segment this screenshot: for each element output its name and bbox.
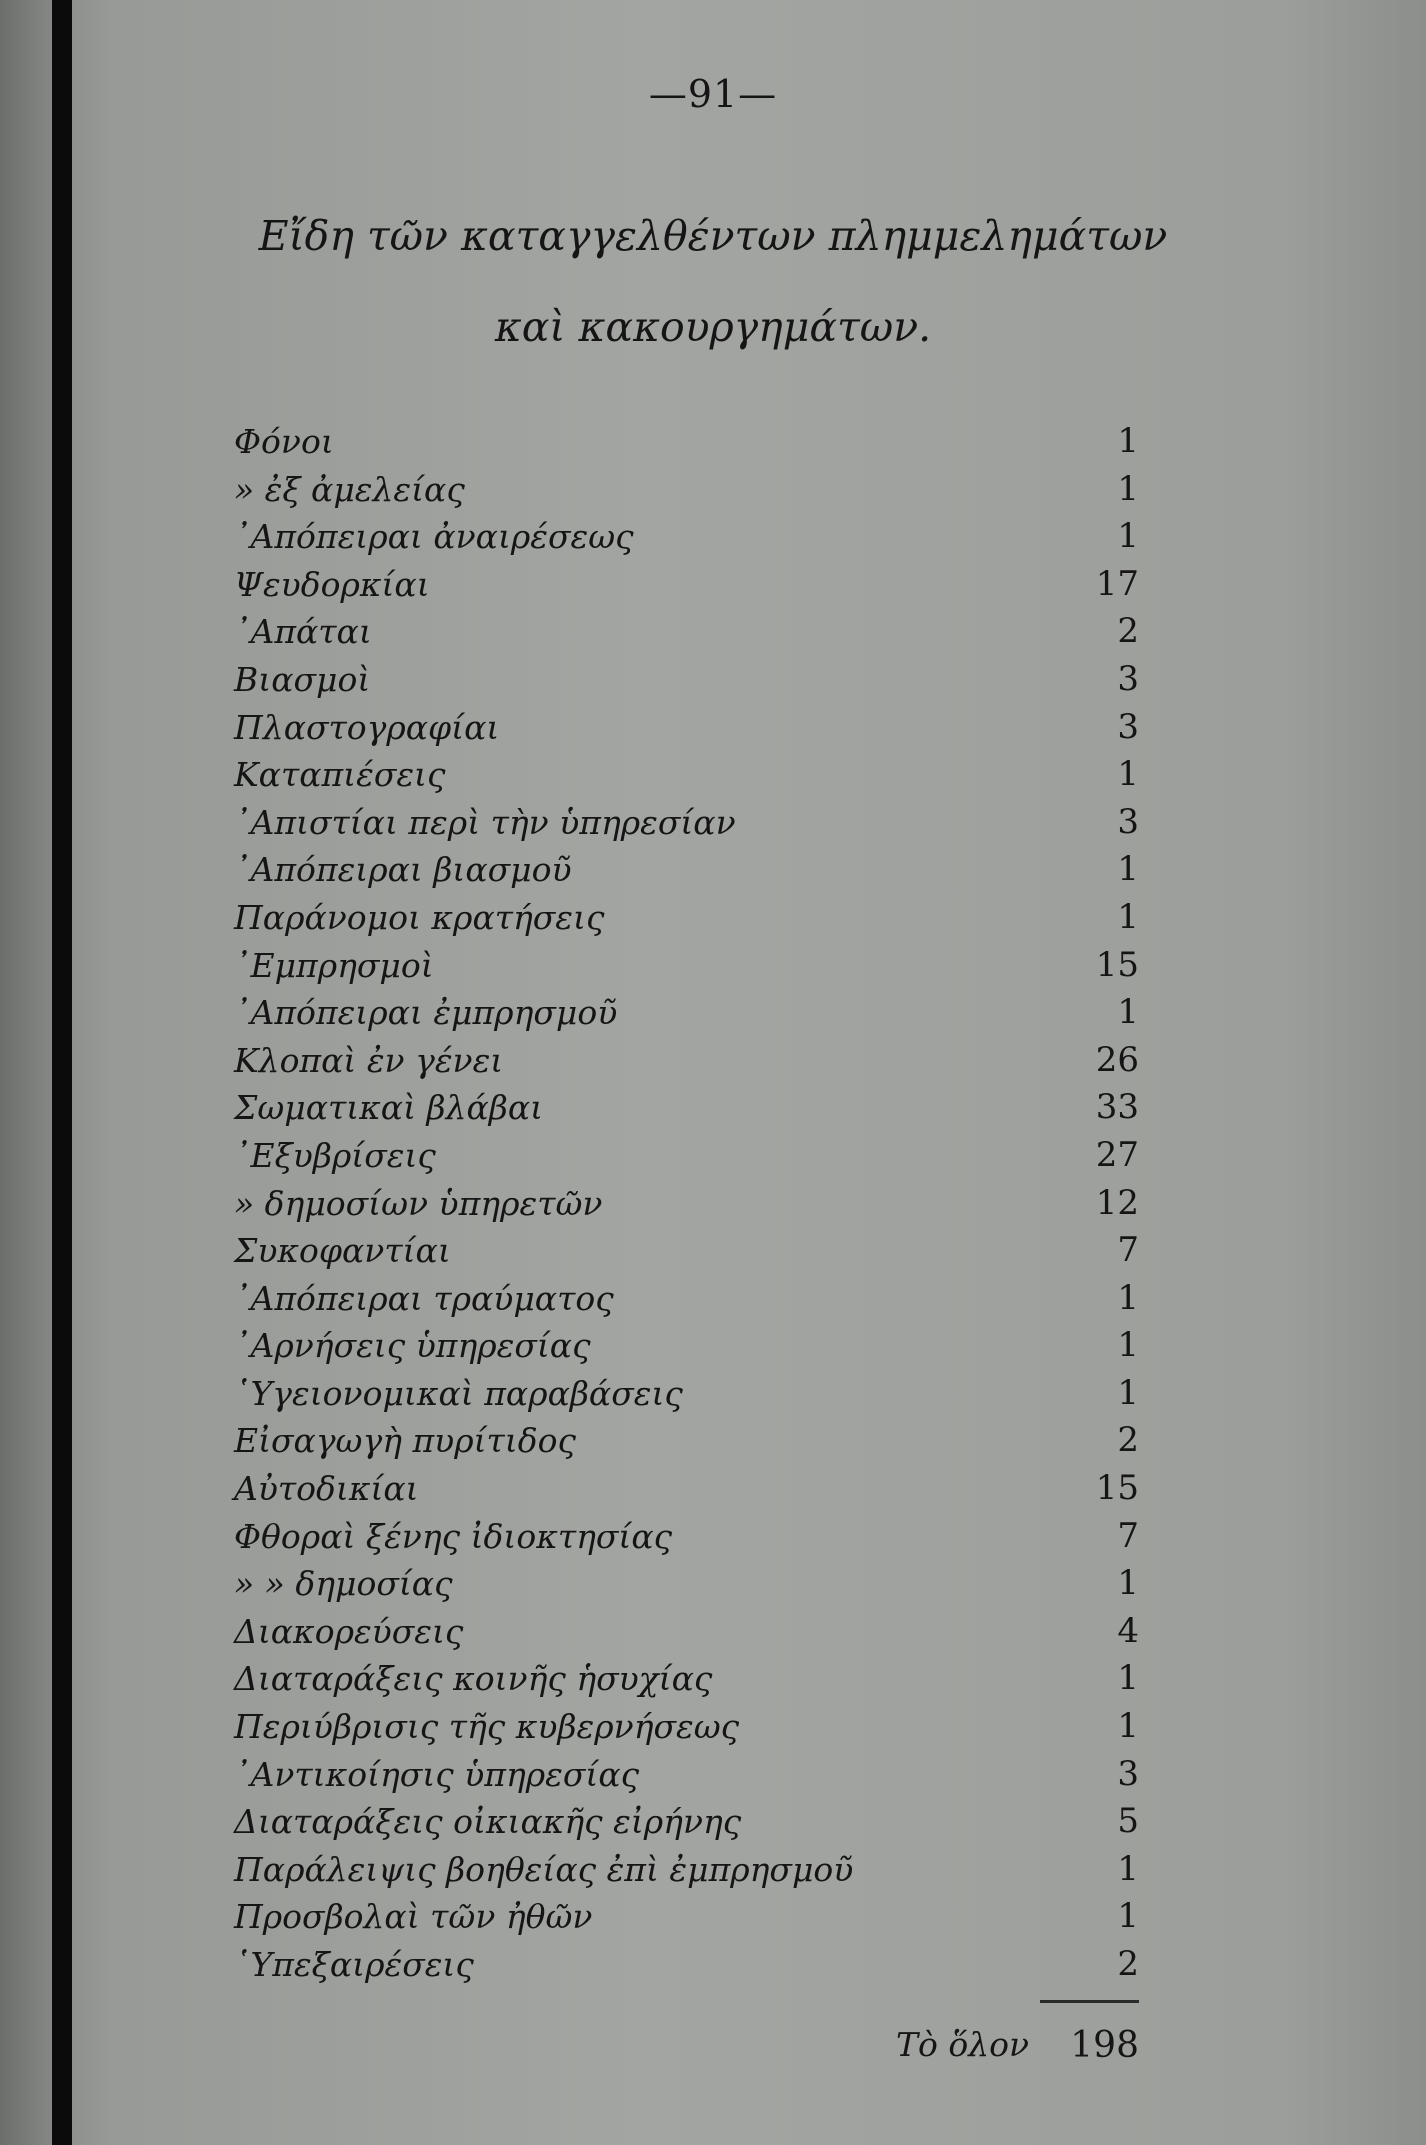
offence-count: 1	[1117, 1896, 1139, 1937]
offence-count: 4	[1117, 1610, 1139, 1651]
title-line-2: καὶ κακουργημάτων.	[494, 303, 932, 351]
offence-count: 1	[1117, 849, 1139, 890]
page-number: —91—	[648, 72, 778, 116]
list-item	[234, 1560, 1139, 1608]
offence-list	[234, 418, 1139, 1989]
offence-name: Παράλειψις βοηθείας ἐπὶ ἐμπρησμοῦ	[234, 1849, 854, 1889]
offence-count: 3	[1117, 1753, 1139, 1794]
offence-count: 17	[1095, 563, 1139, 604]
offence-name: ᾿Απόπειραι ἀναιρέσεως	[234, 517, 634, 557]
offence-count: 2	[1117, 1420, 1139, 1461]
offence-count: 1	[1117, 1658, 1139, 1699]
offence-name: Περιύβρισις τῆς κυβερνήσεως	[234, 1707, 740, 1747]
offence-name: » δημοσίων ὑπηρετῶν	[234, 1183, 603, 1223]
list-item	[234, 846, 1139, 894]
list-item	[234, 1180, 1139, 1228]
offence-count: 1	[1117, 754, 1139, 795]
total-rule	[1040, 2000, 1139, 2003]
list-item	[234, 1703, 1139, 1751]
list-item	[234, 1513, 1139, 1561]
offence-count: 27	[1095, 1134, 1139, 1175]
offence-count: 1	[1117, 896, 1139, 937]
offence-count: 26	[1095, 1039, 1139, 1080]
offence-name: Σωματικαὶ βλάβαι	[234, 1088, 544, 1128]
list-item	[234, 1608, 1139, 1656]
offence-count: 1	[1117, 1848, 1139, 1889]
list-item	[234, 1941, 1139, 1989]
offence-count: 1	[1117, 468, 1139, 509]
list-item	[234, 1655, 1139, 1703]
list-item	[234, 751, 1139, 799]
offence-count: 1	[1117, 1706, 1139, 1747]
offence-name: ᾿Απάται	[234, 612, 372, 652]
list-item	[234, 704, 1139, 752]
offence-count: 1	[1117, 1277, 1139, 1318]
offence-count: 33	[1095, 1087, 1139, 1128]
title-line-1: Εἴδη τῶν καταγγελθέντων πλημμελημάτων	[258, 212, 1168, 260]
offence-name: » » δημοσίας	[234, 1564, 453, 1604]
offence-name: ᾿Απόπειραι βιασμοῦ	[234, 850, 572, 890]
offence-name: Πλαστογραφίαι	[234, 707, 500, 747]
offence-name: ᾿Εξυβρίσεις	[234, 1135, 436, 1175]
list-item	[234, 1370, 1139, 1418]
offence-name: ᾿Απιστίαι περὶ τὴν ὑπηρεσίαν	[234, 802, 736, 842]
list-item	[234, 1037, 1139, 1085]
offence-name: Καταπιέσεις	[234, 755, 446, 795]
offence-count: 15	[1095, 1468, 1139, 1509]
offence-name: Βιασμοὶ	[234, 659, 371, 699]
offence-count: 1	[1117, 1372, 1139, 1413]
list-item	[234, 1465, 1139, 1513]
offence-count: 5	[1117, 1801, 1139, 1842]
offence-count: 1	[1117, 1563, 1139, 1604]
list-item	[234, 656, 1139, 704]
list-item	[234, 1893, 1139, 1941]
offence-name: Κλοπαὶ ἐν γένει	[234, 1040, 504, 1080]
list-item	[234, 989, 1139, 1037]
offence-count: 2	[1117, 611, 1139, 652]
offence-name: ᾿Αρνήσεις ὑπηρεσίας	[234, 1326, 591, 1366]
offence-count: 7	[1117, 1230, 1139, 1271]
list-item	[234, 1417, 1139, 1465]
list-item	[234, 1846, 1139, 1894]
list-item	[234, 418, 1139, 466]
offence-name: » ἐξ ἀμελείας	[234, 469, 465, 509]
offence-count: 12	[1095, 1182, 1139, 1223]
list-item	[234, 799, 1139, 847]
offence-name: Φόνοι	[234, 422, 334, 461]
total-value: 198	[1070, 2025, 1139, 2066]
list-item	[234, 1227, 1139, 1275]
offence-name: Αὐτοδικίαι	[234, 1469, 419, 1509]
list-item	[234, 1322, 1139, 1370]
offence-name: Παράνομοι κρατήσεις	[234, 897, 605, 937]
offence-name: ᾿Απόπειραι ἐμπρησμοῦ	[234, 993, 618, 1033]
offence-name: Διακορεύσεις	[234, 1611, 464, 1651]
list-item	[234, 1132, 1139, 1180]
list-item	[234, 466, 1139, 514]
list-item	[234, 1798, 1139, 1846]
offence-count: 3	[1117, 801, 1139, 842]
list-item	[234, 561, 1139, 609]
total-label: Τὸ ὅλον	[896, 2025, 1030, 2064]
offence-name: Ψευδορκίαι	[234, 564, 430, 604]
offence-count: 1	[1117, 516, 1139, 557]
list-item	[234, 1275, 1139, 1323]
offence-name: Εἰσαγωγὴ πυρίτιδος	[234, 1421, 576, 1461]
list-item	[234, 1084, 1139, 1132]
offence-name: Διαταράξεις κοινῆς ἡσυχίας	[234, 1659, 713, 1699]
offence-name: Συκοφαντίαι	[234, 1231, 451, 1271]
offence-count: 7	[1117, 1515, 1139, 1556]
offence-name: ᾿Αντικοίησις ὑπηρεσίας	[234, 1754, 640, 1794]
list-item	[234, 608, 1139, 656]
offence-name: ῾Υγειονομικαὶ παραβάσεις	[234, 1373, 683, 1413]
offence-name: Προσβολαὶ τῶν ἠθῶν	[234, 1897, 593, 1937]
offence-count: 3	[1117, 706, 1139, 747]
offence-count: 1	[1117, 1325, 1139, 1366]
offence-count: 2	[1117, 1944, 1139, 1984]
list-item	[234, 1751, 1139, 1799]
offence-count: 1	[1117, 421, 1139, 461]
list-item	[234, 894, 1139, 942]
offence-name: ᾿Εμπρησμοὶ	[234, 945, 434, 985]
offence-name: Φθοραὶ ξένης ἰδιοκτησίας	[234, 1516, 673, 1556]
list-item	[234, 942, 1139, 990]
offence-count: 3	[1117, 658, 1139, 699]
offence-name: Διαταράξεις οἰκιακῆς εἰρήνης	[234, 1802, 742, 1842]
offence-count: 1	[1117, 992, 1139, 1033]
offence-name: ᾿Απόπειραι τραύματος	[234, 1278, 614, 1318]
offence-count: 15	[1095, 944, 1139, 985]
list-item	[234, 513, 1139, 561]
offence-name: ῾Υπεξαιρέσεις	[234, 1945, 474, 1984]
